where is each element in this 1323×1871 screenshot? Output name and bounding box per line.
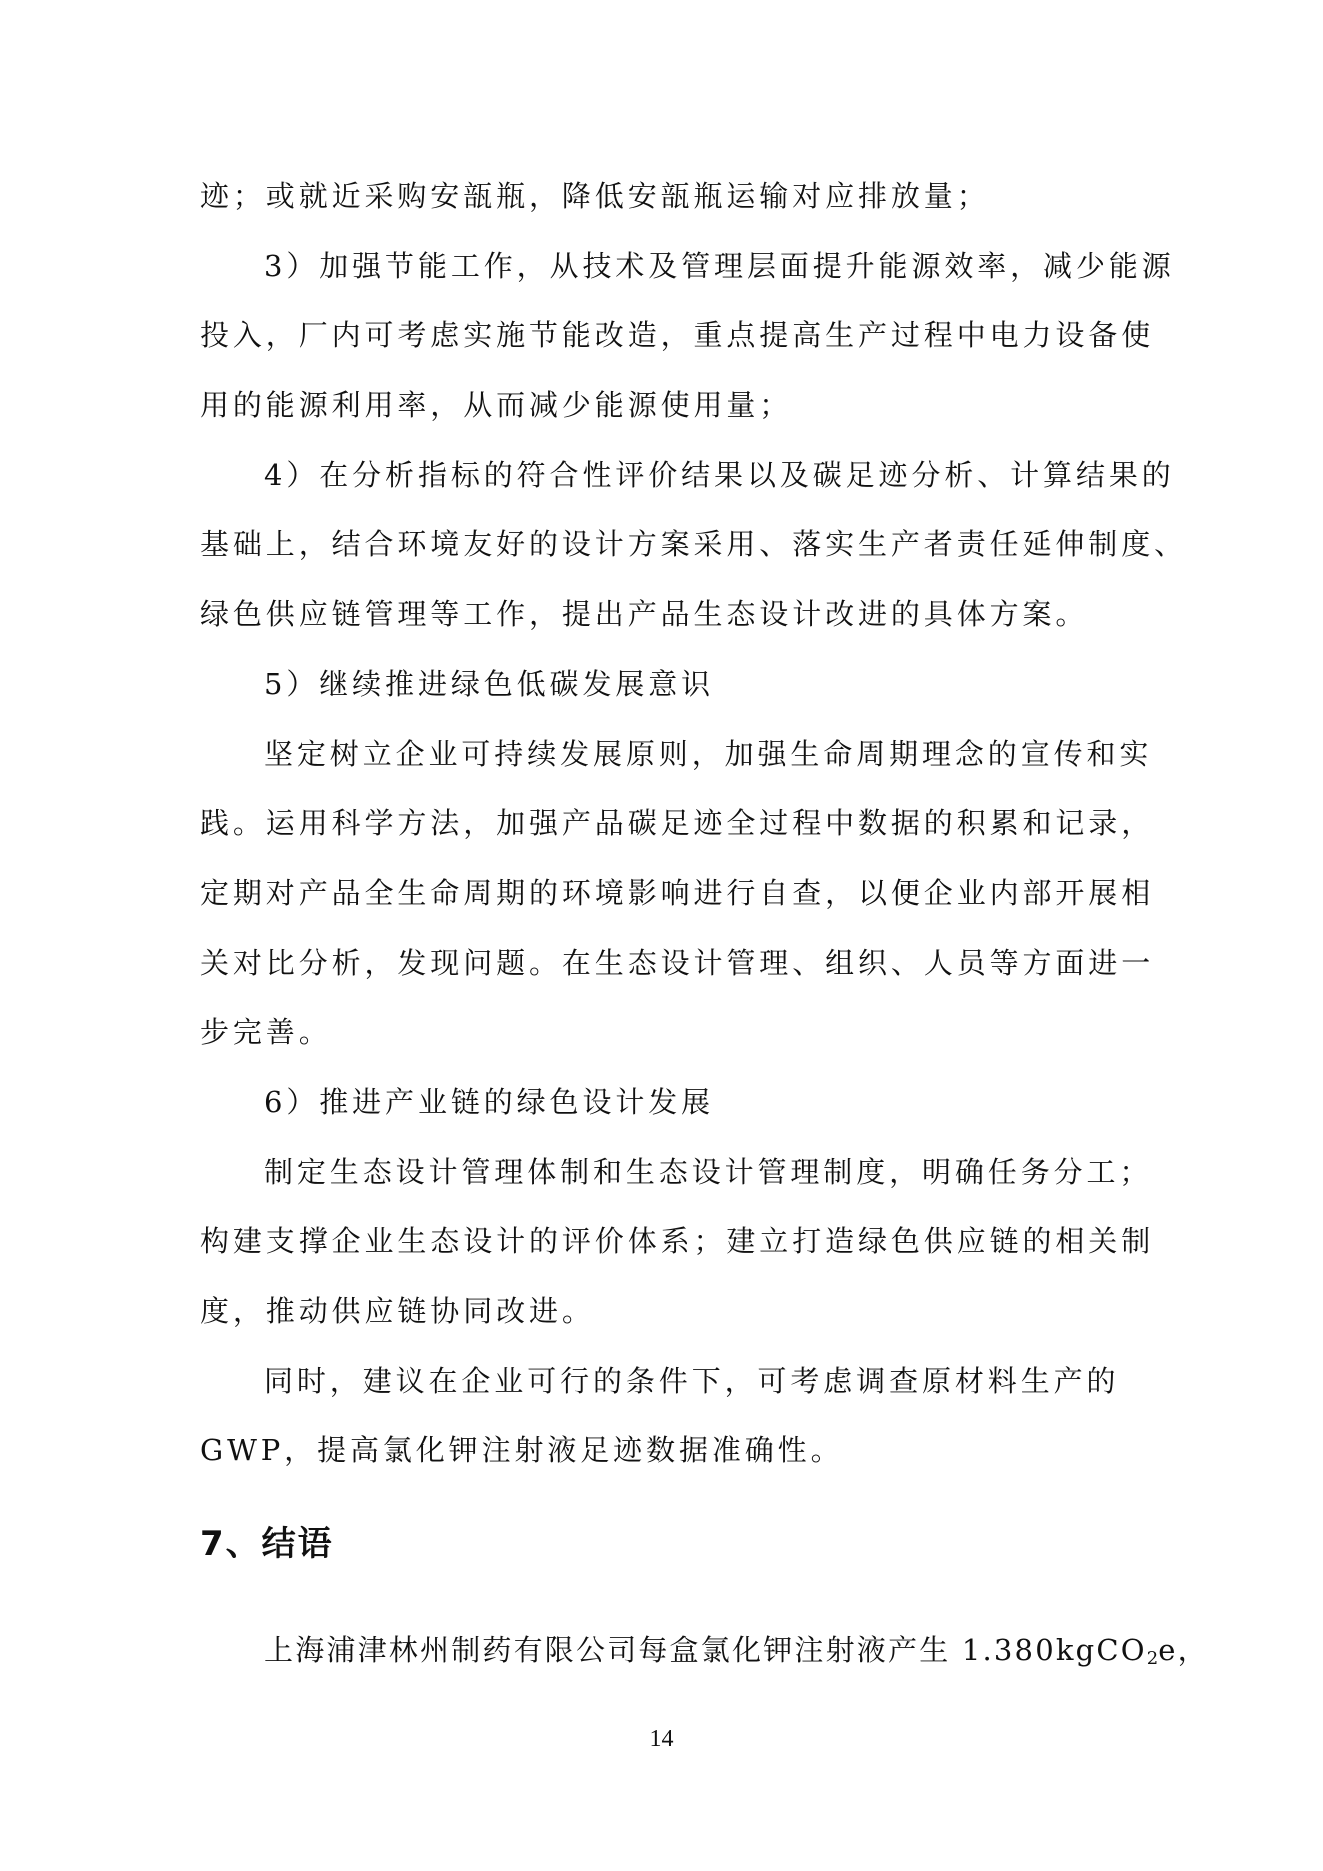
text-line: 投入，厂内可考虑实施节能改造，重点提高生产过程中电力设备使 bbox=[200, 318, 1155, 353]
text-line: GWP，提高氯化钾注射液足迹数据准确性。 bbox=[200, 1433, 844, 1468]
text-line: 构建支撑企业生态设计的评价体系；建立打造绿色供应链的相关制 bbox=[200, 1224, 1155, 1259]
text-line: 关对比分析，发现问题。在生态设计管理、组织、人员等方面进一 bbox=[200, 945, 1155, 980]
text-line: 4）在分析指标的符合性评价结果以及碳足迹分析、计算结果的 bbox=[264, 457, 1175, 492]
text-line: 6）推进产业链的绿色设计发展 bbox=[264, 1084, 715, 1119]
closing-text-end: e， bbox=[1158, 1633, 1209, 1667]
text-line: 同时，建议在企业可行的条件下，可考虑调查原材料生产的 bbox=[264, 1363, 1120, 1398]
closing-paragraph-line bbox=[264, 1624, 1209, 1676]
text-line: 坚定树立企业可持续发展原则，加强生命周期理念的宣传和实 bbox=[264, 736, 1153, 771]
text-line: 迹；或就近采购安瓿瓶，降低安瓿瓶运输对应排放量； bbox=[200, 179, 990, 213]
closing-text: 上海浦津林州制药有限公司每盒氯化钾注射液产生 1.380kgCO bbox=[264, 1633, 1147, 1667]
text-line: 用的能源利用率，从而减少能源使用量； bbox=[200, 388, 793, 423]
text-line: 定期对产品全生命周期的环境影响进行自查，以便企业内部开展相 bbox=[200, 875, 1155, 910]
text-line: 基础上，结合环境友好的设计方案采用、落实生产者责任延伸制度、 bbox=[200, 527, 1188, 562]
text-line: 度，推动供应链协同改进。 bbox=[200, 1294, 595, 1328]
page-number: 14 bbox=[649, 1726, 674, 1752]
text-line: 3）加强节能工作，从技术及管理层面提升能源效率，减少能源 bbox=[264, 248, 1175, 283]
section-heading: 7、结语 bbox=[200, 1524, 334, 1564]
text-line: 绿色供应链管理等工作，提出产品生态设计改进的具体方案。 bbox=[200, 597, 1089, 632]
text-line: 5）继续推进绿色低碳发展意识 bbox=[264, 666, 715, 701]
text-line: 步完善。 bbox=[200, 1015, 332, 1050]
body-text bbox=[200, 170, 1188, 1494]
subscript-two: 2 bbox=[1146, 1648, 1159, 1669]
text-line: 制定生态设计管理体制和生态设计管理制度，明确任务分工； bbox=[264, 1154, 1153, 1189]
text-line: 践。运用科学方法，加强产品碳足迹全过程中数据的积累和记录， bbox=[200, 806, 1155, 841]
